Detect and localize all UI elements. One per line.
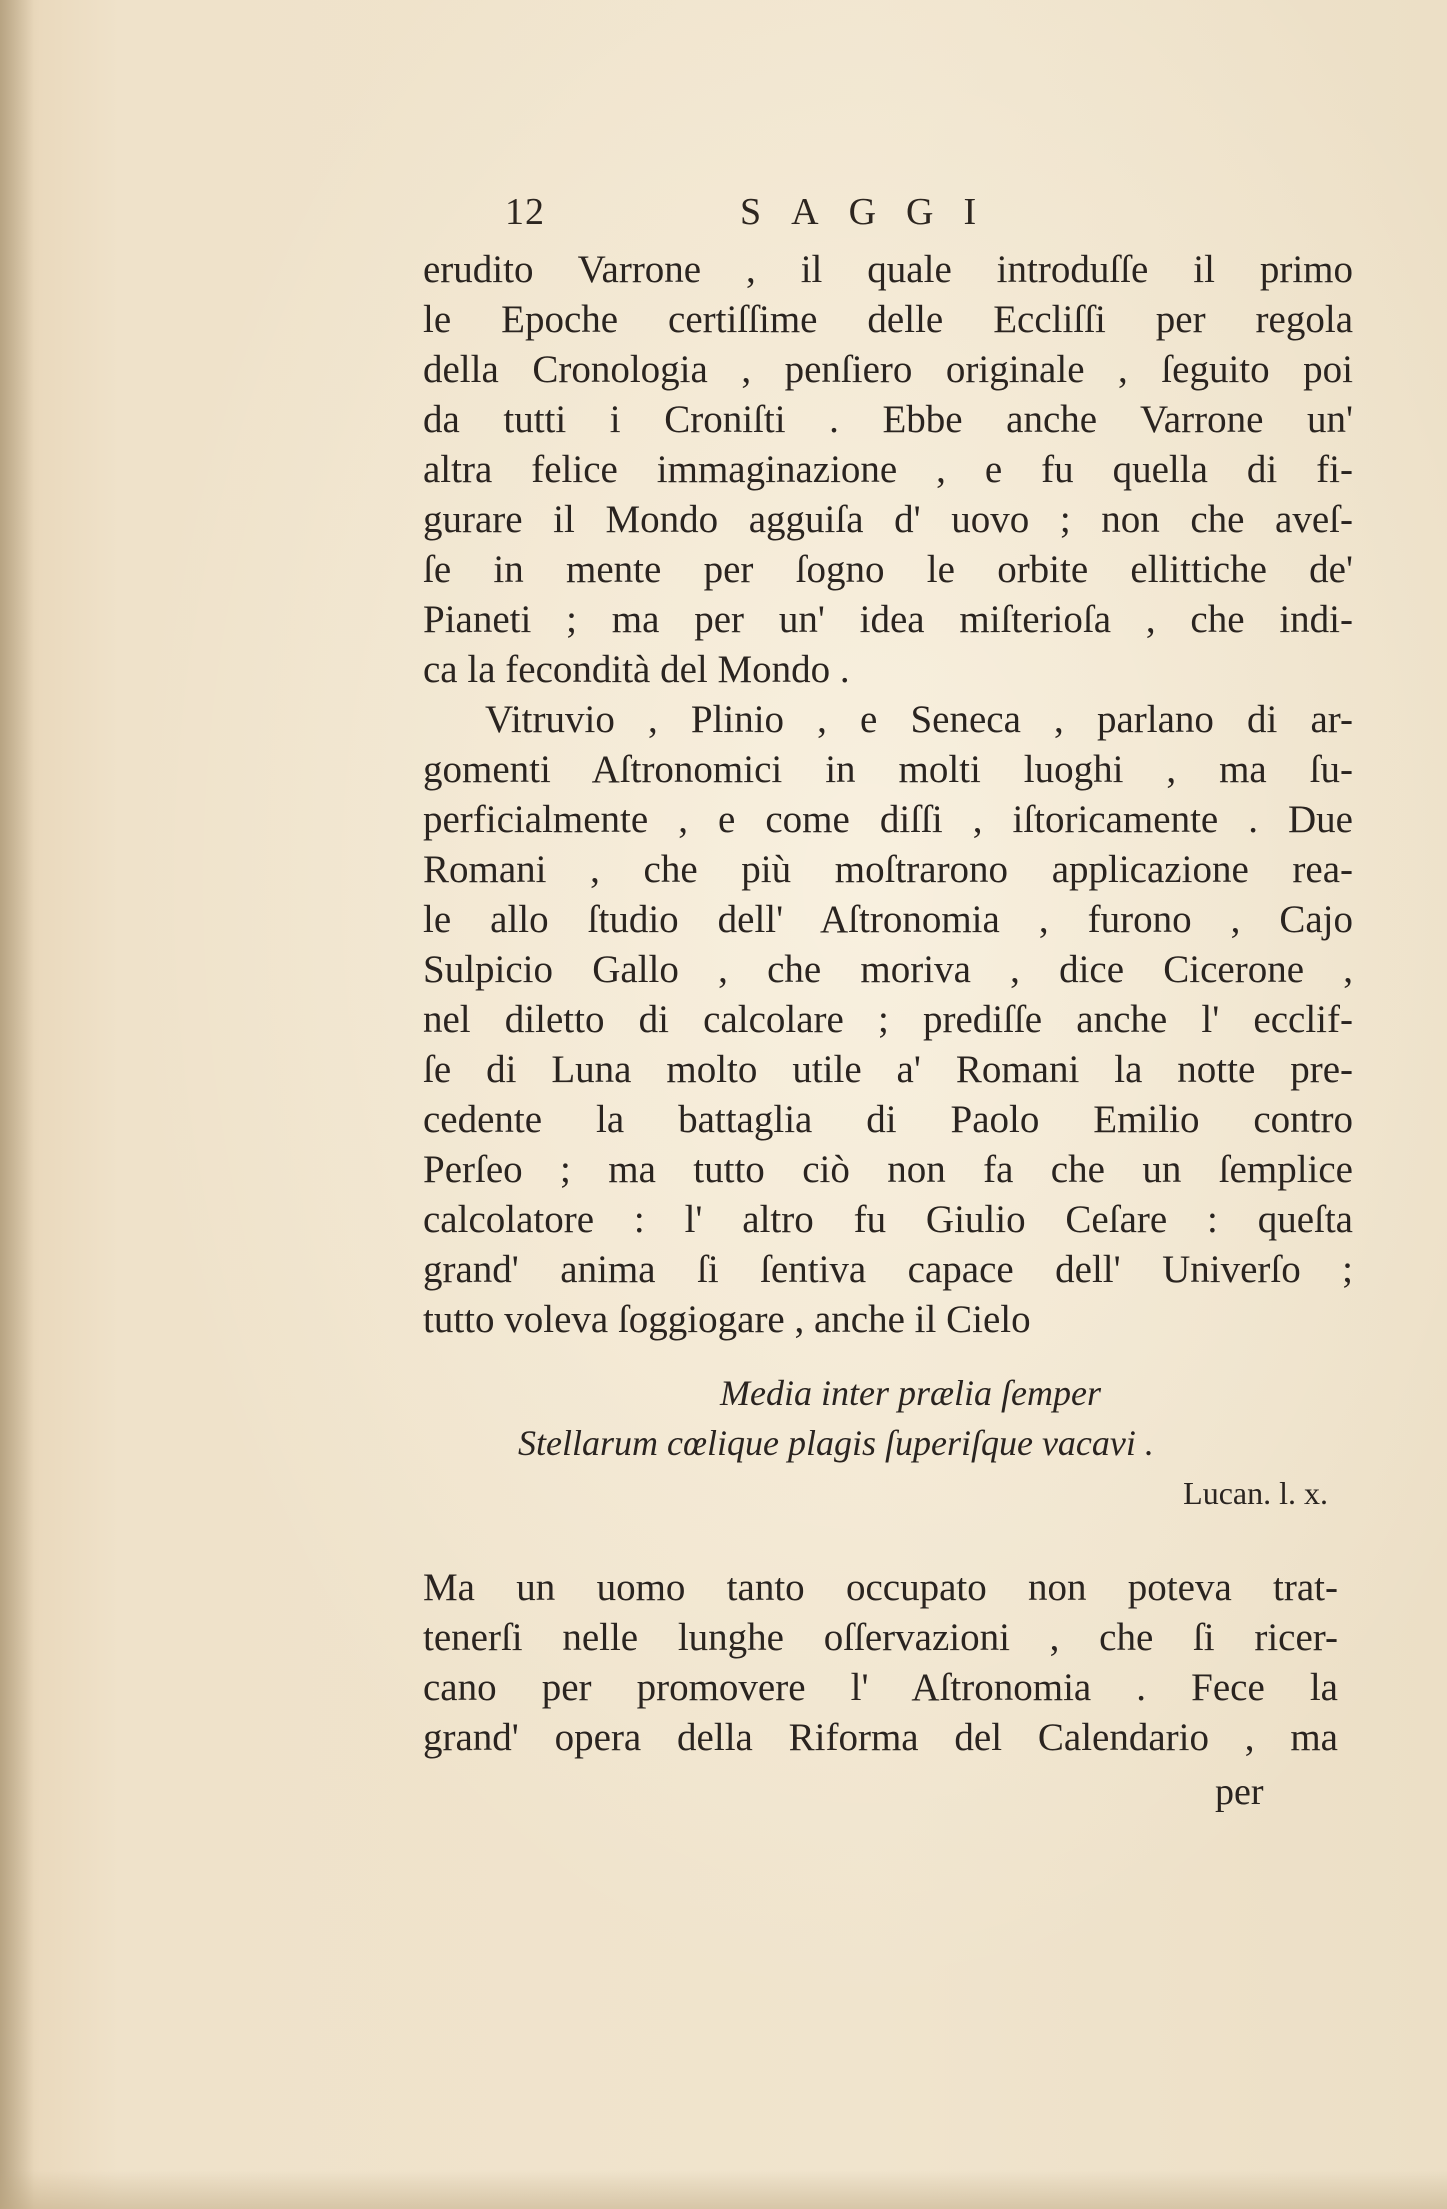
text-line: da tutti i Croniſti . Ebbe anche Varrone un' bbox=[423, 398, 1353, 441]
closing-text-block bbox=[423, 1563, 1338, 1763]
text-line: Romani , che più moſtrarono applicazione rea- bbox=[423, 848, 1353, 891]
text-line: perficialmente , e come diſſi , iſtoricamente . Due bbox=[423, 798, 1353, 841]
page-number: 12 bbox=[505, 191, 545, 233]
text-line: tutto voleva ſoggiogare , anche il Cielo bbox=[423, 1298, 1031, 1341]
text-line: della Cronologia , penſiero originale , ſeguito poi bbox=[423, 348, 1353, 391]
page-fold-shadow bbox=[0, 0, 34, 2209]
text-line: ſe in mente per ſogno le orbite ellittiche de' bbox=[423, 548, 1353, 591]
text-line: ſe di Luna molto utile a' Romani la notte pre- bbox=[423, 1048, 1353, 1091]
verse-line: Media inter prælia ſemper bbox=[720, 1373, 1101, 1413]
text-line: nel diletto di calcolare ; prediſſe anche l' ecclif- bbox=[423, 998, 1353, 1041]
text-line: cedente la battaglia di Paolo Emilio contro bbox=[423, 1098, 1353, 1141]
catchword: per bbox=[1215, 1771, 1264, 1813]
text-line: cano per promovere l' Aſtronomia . Fece la bbox=[423, 1666, 1338, 1709]
text-line: gurare il Mondo agguiſa d' uovo ; non che aveſ- bbox=[423, 498, 1353, 541]
text-line: Pianeti ; ma per un' idea miſterioſa , che indi- bbox=[423, 598, 1353, 641]
text-line: Sulpicio Gallo , che moriva , dice Cicerone , bbox=[423, 948, 1353, 991]
running-title: SAGGI bbox=[740, 191, 1007, 233]
page-header bbox=[505, 190, 1125, 240]
text-line: grand' anima ſi ſentiva capace dell' Univerſo ; bbox=[423, 1248, 1353, 1291]
quote-citation: Lucan. l. x. bbox=[1183, 1475, 1328, 1511]
text-line: le Epoche certiſſime delle Eccliſſi per regola bbox=[423, 298, 1353, 341]
text-line: ca la fecondità del Mondo . bbox=[423, 648, 850, 691]
verse-line: Stellarum cœlique plagis ſuperiſque vacavi . bbox=[518, 1423, 1154, 1463]
main-text-block bbox=[423, 245, 1353, 1345]
text-line: tenerſi nelle lunghe oſſervazioni , che ſi ricer- bbox=[423, 1616, 1338, 1659]
text-line: Ma un uomo tanto occupato non poteva trat- bbox=[423, 1566, 1338, 1609]
text-line: Perſeo ; ma tutto ciò non fa che un ſemplice bbox=[423, 1148, 1353, 1191]
text-line: gomenti Aſtronomici in molti luoghi , ma ſu- bbox=[423, 748, 1353, 791]
text-line: calcolatore : l' altro fu Giulio Ceſare : queſta bbox=[423, 1198, 1353, 1241]
verse-quotation bbox=[423, 1368, 1328, 1514]
text-line: erudito Varrone , il quale introduſſe il primo bbox=[423, 248, 1353, 291]
text-line: altra felice immaginazione , e fu quella di fi- bbox=[423, 448, 1353, 491]
text-line: grand' opera della Riforma del Calendario , ma bbox=[423, 1716, 1338, 1759]
text-line: le allo ſtudio dell' Aſtronomia , furono , Cajo bbox=[423, 898, 1353, 941]
page-bottom-edge bbox=[0, 2170, 1447, 2209]
text-line: Vitruvio , Plinio , e Seneca , parlano di ar- bbox=[485, 698, 1353, 741]
